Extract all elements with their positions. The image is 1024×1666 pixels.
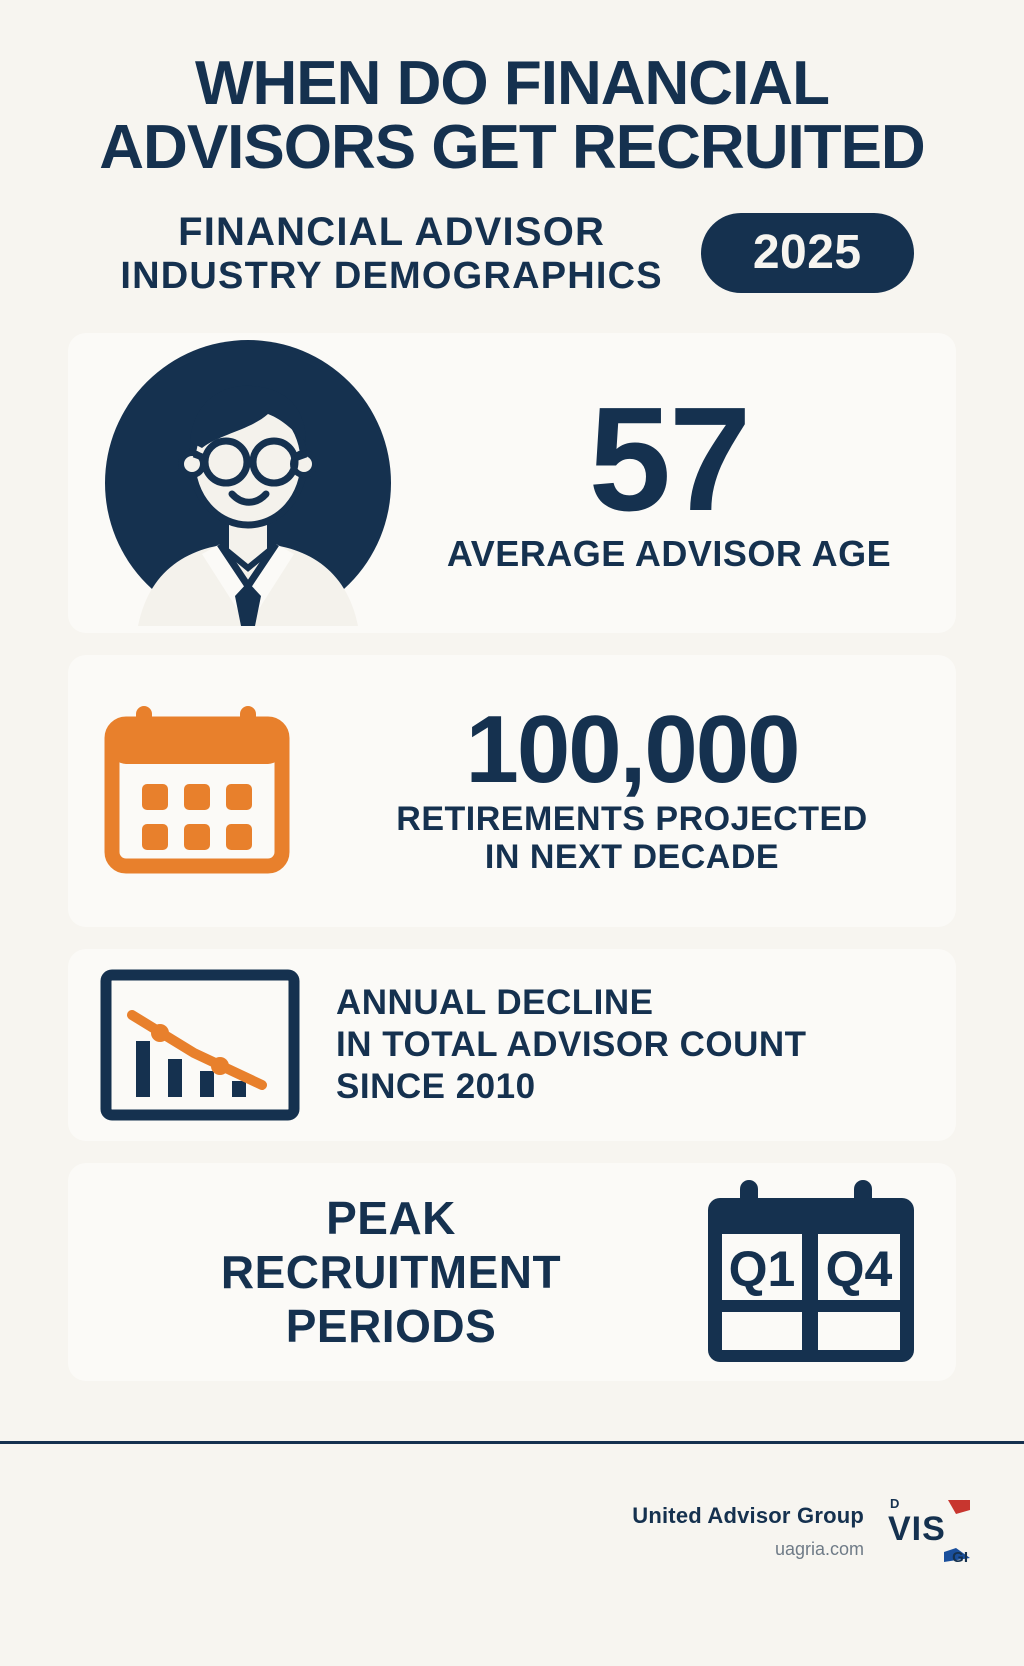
- quarter-right-label: Q4: [825, 1241, 893, 1298]
- stat-card-average-age: [68, 333, 956, 633]
- stat-label: [338, 800, 926, 876]
- stat-label-line-1: ANNUAL DECLINE: [336, 983, 654, 1023]
- stat-label: AVERAGE ADVISOR AGE: [446, 532, 892, 574]
- stat-number: 57: [588, 376, 750, 542]
- stat-cards: [0, 333, 1024, 1381]
- quarter-left-label: Q1: [728, 1241, 796, 1298]
- stat-label-line-1: PEAK: [326, 1191, 456, 1244]
- stat-block-average-age: [432, 376, 926, 574]
- logo-top-text: D: [890, 1496, 900, 1511]
- logo-main-text: VIS: [888, 1510, 946, 1548]
- stat-block-retirements: [332, 695, 926, 877]
- advisor-portrait-icon: [98, 338, 398, 628]
- footer: [0, 1444, 1024, 1666]
- stat-label-line-3: SINCE 2010: [336, 1067, 536, 1107]
- brand-url: uagria.com: [774, 1538, 864, 1559]
- header: [0, 0, 1024, 297]
- stat-card-annual-decline: [68, 949, 956, 1141]
- stat-number: 100,000: [465, 695, 799, 803]
- stat-label-line-2: IN TOTAL ADVISOR COUNT: [336, 1025, 807, 1065]
- stat-block-peak-periods: [98, 1191, 674, 1354]
- quarter-calendar-icon: [694, 1176, 926, 1368]
- subtitle-line-1: FINANCIAL ADVISOR: [178, 209, 606, 254]
- stat-label-line-2: IN NEXT DECADE: [484, 838, 780, 877]
- stat-label: [108, 1191, 674, 1354]
- year-badge: 2025: [701, 213, 914, 293]
- brand-name: United Advisor Group: [632, 1502, 864, 1528]
- title-line-1: WHEN DO FINANCIAL: [195, 49, 829, 118]
- stat-card-peak-periods: [68, 1163, 956, 1381]
- brand-logo-icon: [886, 1494, 972, 1568]
- title-line-2: ADVISORS GET RECRUITED: [99, 112, 925, 182]
- brand-text: [632, 1503, 864, 1560]
- subtitle-row: [40, 210, 984, 297]
- stat-label-line-2: RECRUITMENT: [220, 1245, 562, 1298]
- logo-bottom-text: GI: [952, 1549, 968, 1566]
- subtitle: [120, 210, 662, 297]
- subtitle-line-2: INDUSTRY DEMOGRAPHICS: [120, 254, 663, 297]
- stat-block-annual-decline: [336, 982, 926, 1108]
- page-title: [40, 49, 984, 182]
- stat-label-line-3: PERIODS: [285, 1300, 497, 1353]
- stat-card-retirements: [68, 655, 956, 927]
- stat-label: [336, 982, 926, 1108]
- calendar-icon: [98, 698, 308, 884]
- declining-chart-icon: [98, 967, 302, 1123]
- stat-label-line-1: RETIREMENTS PROJECTED: [396, 800, 868, 839]
